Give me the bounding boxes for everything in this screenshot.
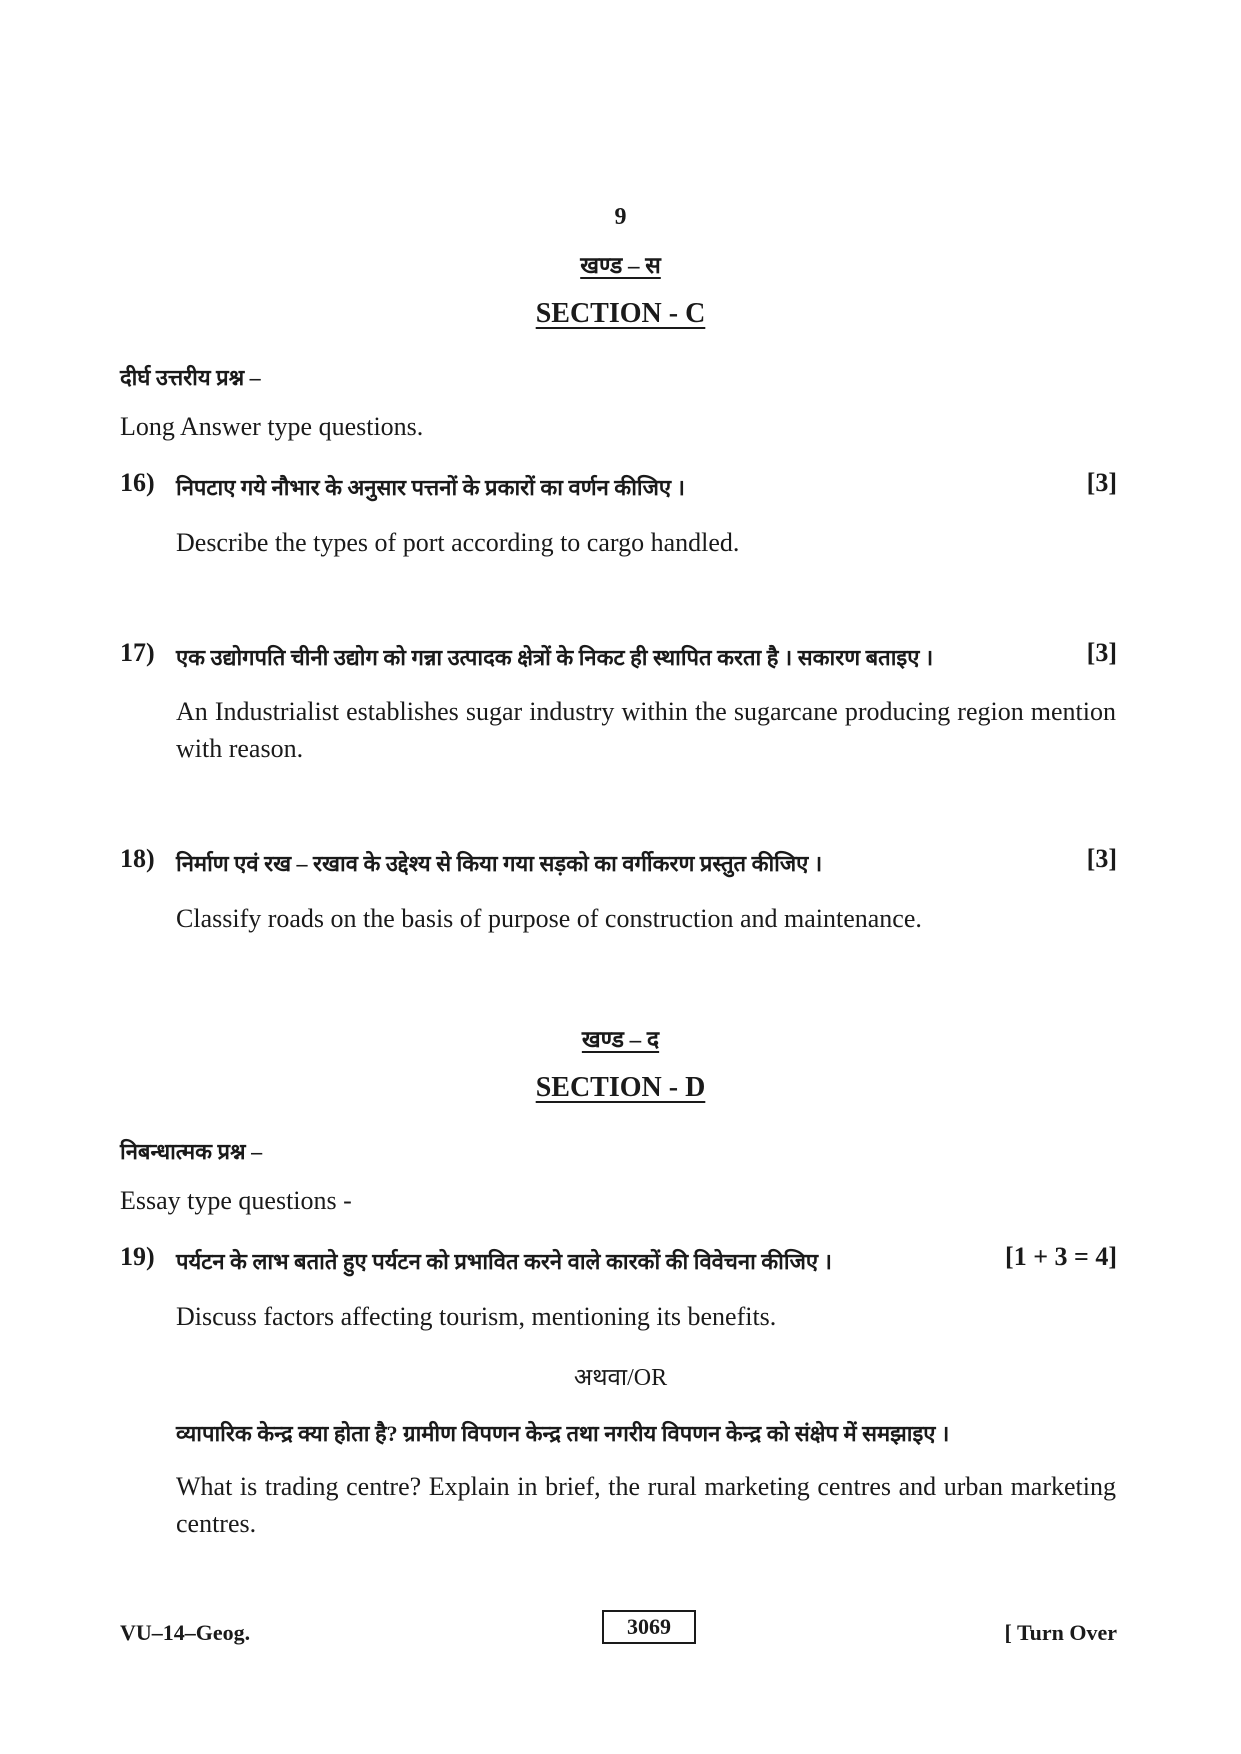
question-number: 19)	[120, 1242, 155, 1271]
section-d-hindi-title: खण्ड – द	[581, 1027, 660, 1052]
footer-turn-over: [ Turn Over	[1004, 1620, 1117, 1645]
question-marks: [3]	[1086, 638, 1117, 667]
section-c-hindi-instruction: दीर्घ उत्तरीय प्रश्न –	[120, 365, 261, 390]
alternative-question-english: What is trading centre? Explain in brief, the rural marketing centres and urban marketing centres.	[176, 1472, 1116, 1538]
question-english-text: Classify roads on the basis of purpose of construction and maintenance.	[176, 904, 922, 933]
question-hindi-text: निपटाए गये नौभार के अनुसार पत्तनों के प्रकारों का वर्णन कीजिए ।	[176, 475, 685, 500]
question-hindi-text: पर्यटन के लाभ बताते हुए पर्यटन को प्रभावित करने वाले कारकों की विवेचना कीजिए ।	[176, 1249, 832, 1274]
or-label: अथवा/OR	[573, 1365, 668, 1391]
question-english-text: Describe the types of port according to cargo handled.	[176, 528, 740, 557]
footer-paper-code: VU–14–Geog.	[120, 1620, 251, 1645]
question-number: 18)	[120, 844, 155, 873]
question-marks: [3]	[1086, 468, 1117, 497]
question-hindi-text: एक उद्योगपति चीनी उद्योग को गन्ना उत्पादक क्षेत्रों के निकट ही स्थापित करता है । सकारण बताइए ।	[176, 645, 934, 670]
section-d-title: SECTION - D	[535, 1072, 706, 1103]
page-number: 9	[614, 204, 627, 230]
question-english-text: Discuss factors affecting tourism, mentioning its benefits.	[176, 1302, 777, 1331]
section-d-hindi-instruction: निबन्धात्मक प्रश्न –	[120, 1139, 263, 1164]
question-marks: [1 + 3 = 4]	[1005, 1242, 1117, 1271]
question-number: 17)	[120, 638, 155, 667]
question-number: 16)	[120, 468, 155, 497]
question-marks: [3]	[1086, 844, 1117, 873]
footer-booklet-number: 3069	[602, 1610, 696, 1644]
question-hindi-text: निर्माण एवं रख – रखाव के उद्देश्य से किया गया सड़को का वर्गीकरण प्रस्तुत कीजिए ।	[176, 851, 823, 876]
question-english-text: An Industrialist establishes sugar industry within the sugarcane producing region mention with reason.	[176, 697, 1116, 763]
section-c-instruction: Long Answer type questions.	[120, 412, 424, 441]
section-c-hindi-title: खण्ड – स	[580, 253, 661, 278]
section-c-title: SECTION - C	[535, 298, 706, 329]
section-d-instruction: Essay type questions -	[120, 1186, 352, 1215]
alternative-question-hindi: व्यापारिक केन्द्र क्या होता है? ग्रामीण विपणन केन्द्र तथा नगरीय विपणन केन्द्र को संक्षेप में समझाइए ।	[176, 1421, 950, 1446]
